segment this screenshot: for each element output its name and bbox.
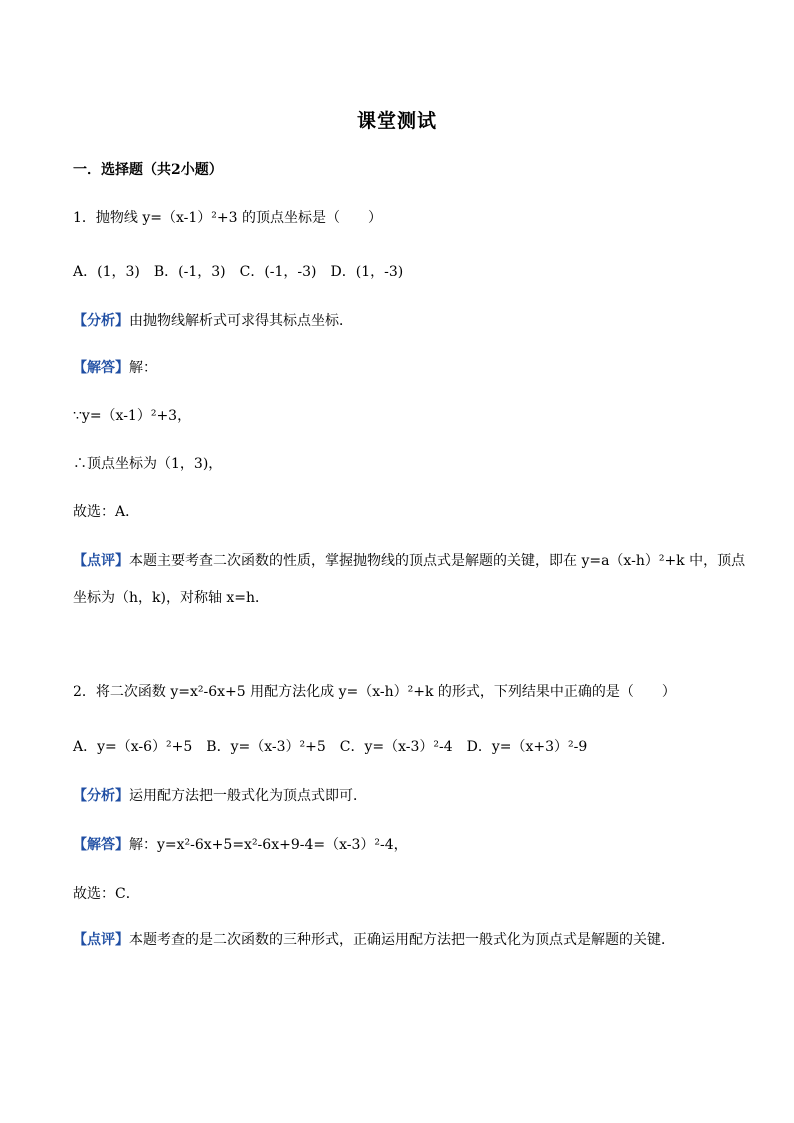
q2-comment-tag: 【点评】 <box>73 932 129 948</box>
q2-question: 2．将二次函数 y=x²-6x+5 用配方法化成 y=（x-h）²+k 的形式，下列结果中正确的是（ ） <box>73 684 676 700</box>
q1-comment-line-1: 本题主要考查二次函数的性质，掌握抛物线的顶点式是解题的关键，即在 y=a（x-h）²+k 中，顶点 <box>129 553 746 569</box>
q1-options: A．(1，3) B．(-1，3) C．(-1，-3) D．(1，-3) <box>73 264 404 280</box>
q1-analysis-text: 由抛物线解析式可求得其标点坐标． <box>129 313 353 329</box>
q1-step-2: ∴顶点坐标为（1，3)， <box>73 456 223 472</box>
section-heading: 一．选择题（共2小题） <box>73 162 223 178</box>
q2-analysis <box>73 786 367 806</box>
q2-comment-text: 本题考查的是二次函数的三种形式，正确运用配方法把一般式化为顶点式是解题的关键． <box>129 932 675 948</box>
q1-comment-tag: 【点评】 <box>73 553 129 569</box>
q1-answer-tag: 【解答】 <box>73 360 129 376</box>
q2-options: A．y=（x-6）²+5 B．y=（x-3）²+5 C．y=（x-3）²-4 D．y=（x+3）²-9 <box>73 739 588 755</box>
q2-analysis-text: 运用配方法把一般式化为顶点式即可． <box>129 788 367 804</box>
q2-answer-tag: 【解答】 <box>73 837 129 853</box>
q2-answer-text: 解：y=x²-6x+5=x²-6x+9-4=（x-3）²-4， <box>129 837 408 853</box>
q2-choice: 故选：C． <box>73 886 140 902</box>
q1-answer <box>73 358 157 378</box>
q1-analysis <box>73 311 353 331</box>
q1-analysis-tag: 【分析】 <box>73 313 129 329</box>
q2-comment <box>73 930 675 950</box>
page-title: 课堂测试 <box>356 110 437 132</box>
q1-step-1: ∵y=（x-1）²+3， <box>73 408 192 424</box>
q1-question: 1．抛物线 y=（x-1）²+3 的顶点坐标是（ ） <box>73 210 382 226</box>
q1-answer-text: 解： <box>129 360 157 376</box>
q1-choice: 故选：A． <box>73 504 140 520</box>
q2-analysis-tag: 【分析】 <box>73 788 129 804</box>
q2-answer <box>73 835 408 855</box>
q1-comment <box>73 551 745 571</box>
q1-comment-line-2: 坐标为（h，k)，对称轴 x=h． <box>73 590 270 606</box>
